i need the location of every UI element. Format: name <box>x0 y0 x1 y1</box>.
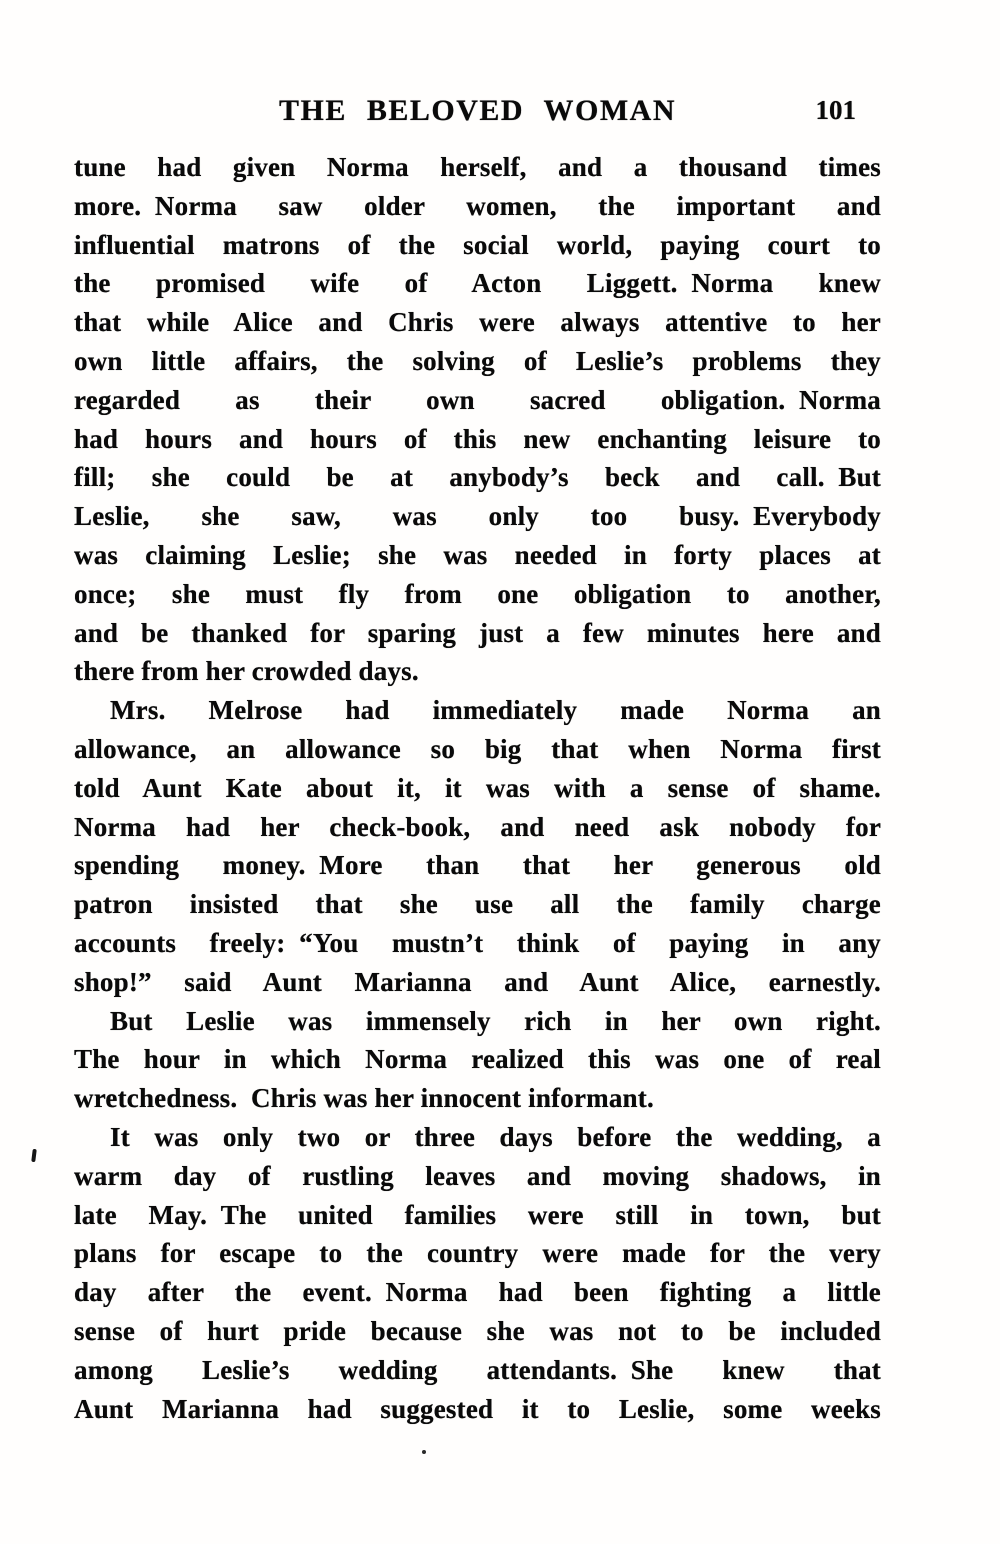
text-line: once; she must fly from one obligation to another, <box>74 578 881 609</box>
page-body <box>74 148 881 1428</box>
text-line: Norma had her check-book, and need ask nobody for <box>74 811 881 842</box>
text-line: among Leslie’s wedding attendants. She knew that <box>74 1354 881 1385</box>
text-line: own little affairs, the solving of Leslie’s problems they <box>74 345 881 376</box>
text-line: told Aunt Kate about it, it was with a sense of shame. <box>74 772 881 803</box>
text-line: shop!” said Aunt Marianna and Aunt Alice, earnestly. <box>74 966 881 997</box>
paragraph <box>74 148 881 691</box>
text-line: fill; she could be at anybody’s beck and call. But <box>74 462 881 493</box>
scan-artifact-tick <box>31 1149 37 1162</box>
text-line: accounts freely: “You mustn’t think of paying in any <box>74 927 881 958</box>
text-line: But Leslie was immensely rich in her own right. <box>110 1005 881 1036</box>
text-line: plans for escape to the country were made for the very <box>74 1238 881 1269</box>
paragraph <box>74 691 881 1001</box>
scan-artifact-dot <box>422 1450 426 1454</box>
text-line: wretchedness. Chris was her innocent informant. <box>74 1083 654 1114</box>
text-line: Leslie, she saw, was only too busy. Everybody <box>74 501 881 532</box>
text-line: sense of hurt pride because she was not to be included <box>74 1315 881 1346</box>
text-line: spending money. More than that her generous old <box>74 850 881 881</box>
paragraph <box>74 1118 881 1428</box>
running-title: THE BELOVED WOMAN <box>279 94 676 127</box>
paragraph <box>74 1002 881 1118</box>
text-line: tune had given Norma herself, and a thousand times <box>74 152 881 182</box>
text-line: late May. The united families were still in town, but <box>74 1199 881 1230</box>
text-line: there from her crowded days. <box>74 656 419 687</box>
text-line: had hours and hours of this new enchanting leisure to <box>74 423 881 454</box>
page-header <box>74 94 881 130</box>
text-line: the promised wife of Acton Liggett. Norma knew <box>74 268 881 299</box>
text-line: allowance, an allowance so big that when Norma first <box>74 733 881 764</box>
text-line: warm day of rustling leaves and moving shadows, in <box>74 1160 881 1191</box>
text-line: The hour in which Norma realized this was one of real <box>74 1044 881 1075</box>
text-line: It was only two or three days before the wedding, a <box>110 1121 881 1152</box>
text-line: was claiming Leslie; she was needed in forty places at <box>74 539 881 570</box>
text-line: patron insisted that she use all the family charge <box>74 889 881 920</box>
text-line: Aunt Marianna had suggested it to Leslie, some weeks <box>74 1393 881 1424</box>
text-line: regarded as their own sacred obligation. Norma <box>74 384 881 415</box>
text-line: that while Alice and Chris were always attentive to her <box>74 307 881 338</box>
page-number: 101 <box>815 95 856 125</box>
text-line: and be thanked for sparing just a few minutes here and <box>74 617 881 648</box>
text-line: Mrs. Melrose had immediately made Norma an <box>110 695 881 726</box>
text-line: more. Norma saw older women, the important and <box>74 190 881 221</box>
text-line: influential matrons of the social world, paying court to <box>74 229 881 260</box>
text-line: day after the event. Norma had been fighting a little <box>74 1277 881 1308</box>
